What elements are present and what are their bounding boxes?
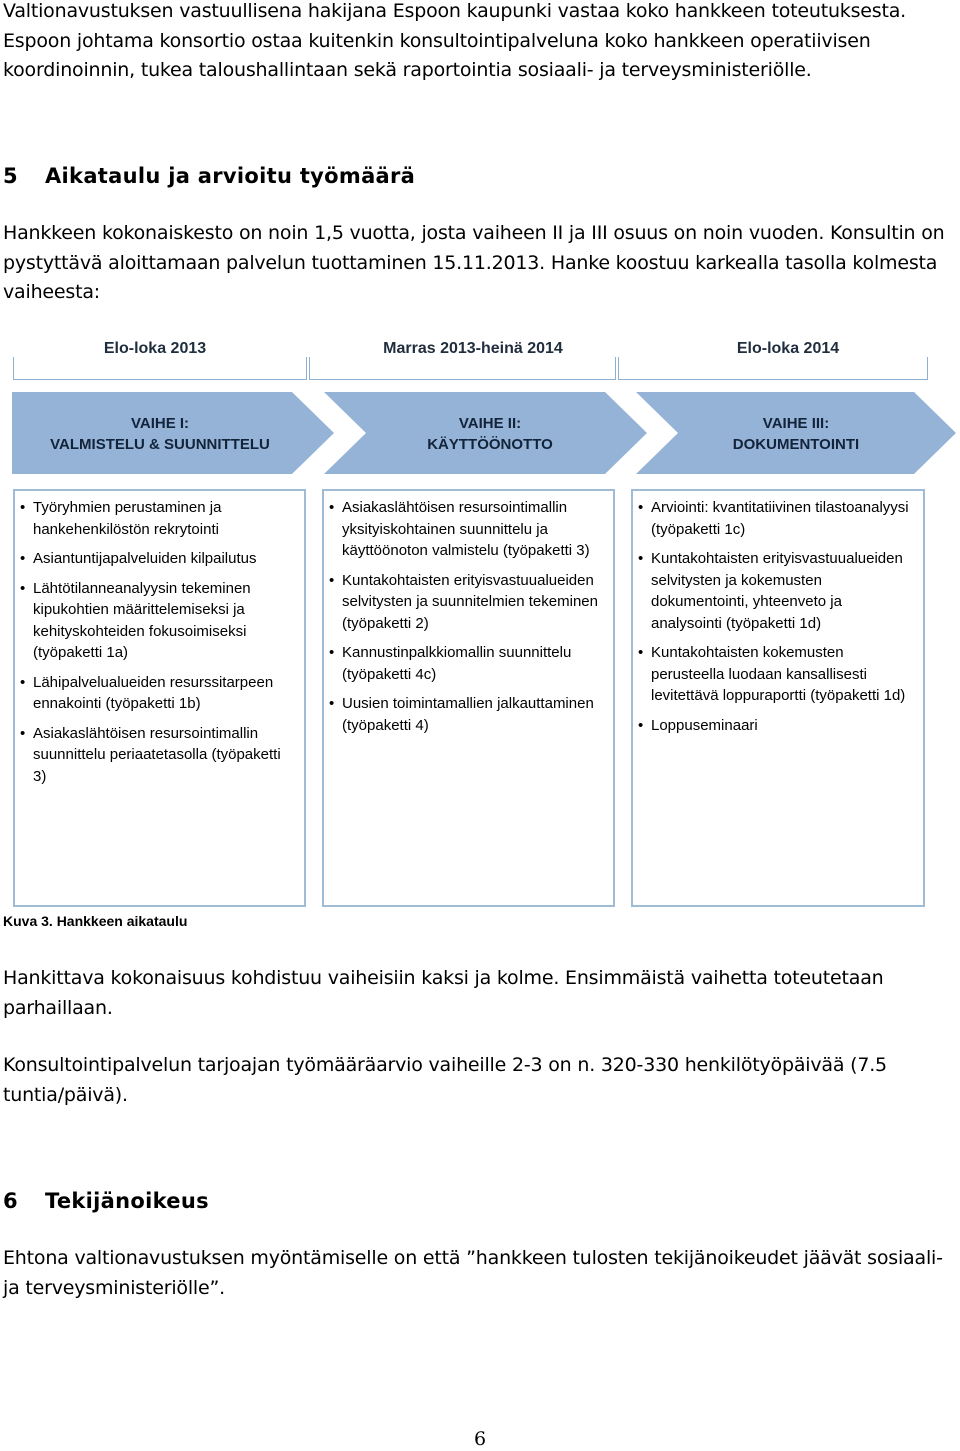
- after-figure-paragraph-1: Hankittava kokonaisuus kohdistuu vaiheisiin kaksi ja kolme. Ensimmäistä vaihetta toteutetaan parhaillaan.: [3, 967, 884, 1019]
- phase-2-tasks: [322, 489, 615, 907]
- task-item: • Uusien toimintamallien jalkauttaminen (työpaketti 4): [342, 693, 605, 736]
- date-label-3: Elo-loka 2014: [736, 340, 840, 357]
- date-bracket-3: [618, 357, 928, 380]
- phase-3-label: [666, 413, 926, 455]
- task-item: • Kuntakohtaisten erityisvastuualueiden selvitysten ja kokemusten dokumentointi, yhteenveto ja analysointi (työpaketti 1d): [651, 548, 915, 634]
- figure-caption: Kuva 3. Hankkeen aikataulu: [3, 913, 188, 929]
- phase-2-label: [360, 413, 620, 455]
- date-label-2: Marras 2013-heinä 2014: [383, 340, 563, 357]
- intro-paragraph: Valtionavustuksen vastuullisena hakijana Espoon kaupunki vastaa koko hankkeen toteutuksesta. Espoon johtama konsortio ostaa kuitenkin konsultointipalveluna koko hankkeen operatiivisen koordinoinnin, tukea taloushallintaan sekä raportointia sosiaali- ja terveysministeriölle.: [3, 0, 907, 81]
- task-item: • Arviointi: kvantitatiivinen tilastoanalyysi (työpaketti 1c): [651, 497, 915, 540]
- date-label-1: Elo-loka 2013: [103, 340, 207, 357]
- task-item: • Asiakaslähtöisen resursointimallin yksityiskohtainen suunnittelu ja käyttöönoton valmistelu (työpaketti 3): [342, 497, 605, 562]
- phase-1-title: VAIHE I:: [130, 415, 190, 432]
- phase-1-subtitle: VALMISTELU & SUUNNITTELU: [50, 436, 270, 453]
- task-item: • Asiantuntijapalveluiden kilpailutus: [33, 548, 296, 570]
- phase-3-tasks: [631, 489, 925, 907]
- task-item: • Kannustinpalkkiomallin suunnittelu (työpaketti 4c): [342, 642, 605, 685]
- section-6-body: Ehtona valtionavustuksen myöntämiselle on että ”hankkeen tulosten tekijänoikeudet jäävät sosiaali- ja terveysministeriölle”.: [3, 1247, 943, 1299]
- task-item: • Asiakaslähtöisen resursointimallin suunnittelu periaatetasolla (työpaketti 3): [33, 723, 296, 788]
- task-item: • Kuntakohtaisten kokemusten perusteella luodaan kansallisesti levitettävä loppuraportti (työpaketti 1d): [651, 642, 915, 707]
- task-item: • Lähipalvelualueiden resurssitarpeen ennakointi (työpaketti 1b): [33, 672, 296, 715]
- section-6-heading: [3, 1189, 209, 1213]
- section-5-body: Hankkeen kokonaiskesto on noin 1,5 vuotta, josta vaiheen II ja III osuus on noin vuoden. Konsultin on pystyttävä aloittamaan palvelun tuottaminen 15.11.2013. Hanke koostuu karkealla tasolla kolmesta vaiheesta:: [3, 222, 945, 303]
- phase-2-subtitle: KÄYTTÖÖNOTTO: [427, 436, 553, 453]
- task-item: • Loppuseminaari: [651, 715, 915, 737]
- section-5-title: Aikataulu ja arvioitu työmäärä: [45, 164, 416, 188]
- section-6-title: Tekijänoikeus: [45, 1189, 209, 1213]
- phase-3-title: VAIHE III:: [762, 415, 830, 432]
- phase-1-tasks: [13, 489, 306, 907]
- section-6-number: 6: [3, 1189, 18, 1213]
- date-bracket-2: [309, 357, 616, 380]
- date-bracket-1: [13, 357, 307, 380]
- section-5-number: 5: [3, 164, 18, 188]
- task-item: • Kuntakohtaisten erityisvastuualueiden selvitysten ja suunnitelmien tekeminen (työpaketti 2): [342, 570, 605, 635]
- page-number: 6: [473, 1428, 487, 1450]
- section-5-heading: [3, 164, 415, 188]
- task-item: • Lähtötilanneanalyysin tekeminen kipukohtien määrittelemiseksi ja kehityskohteiden fokusoimiseksi (työpaketti 1a): [33, 578, 296, 664]
- after-figure-paragraph-2: Konsultointipalvelun tarjoajan työmääräarvio vaiheille 2-3 on n. 320-330 henkilötyöpäivää (7.5 tuntia/päivä).: [3, 1054, 887, 1106]
- phase-2-title: VAIHE II:: [458, 415, 522, 432]
- phase-1-label: [20, 413, 300, 455]
- task-item: • Työryhmien perustaminen ja hankehenkilöstön rekrytointi: [33, 497, 296, 540]
- phase-3-subtitle: DOKUMENTOINTI: [732, 436, 860, 453]
